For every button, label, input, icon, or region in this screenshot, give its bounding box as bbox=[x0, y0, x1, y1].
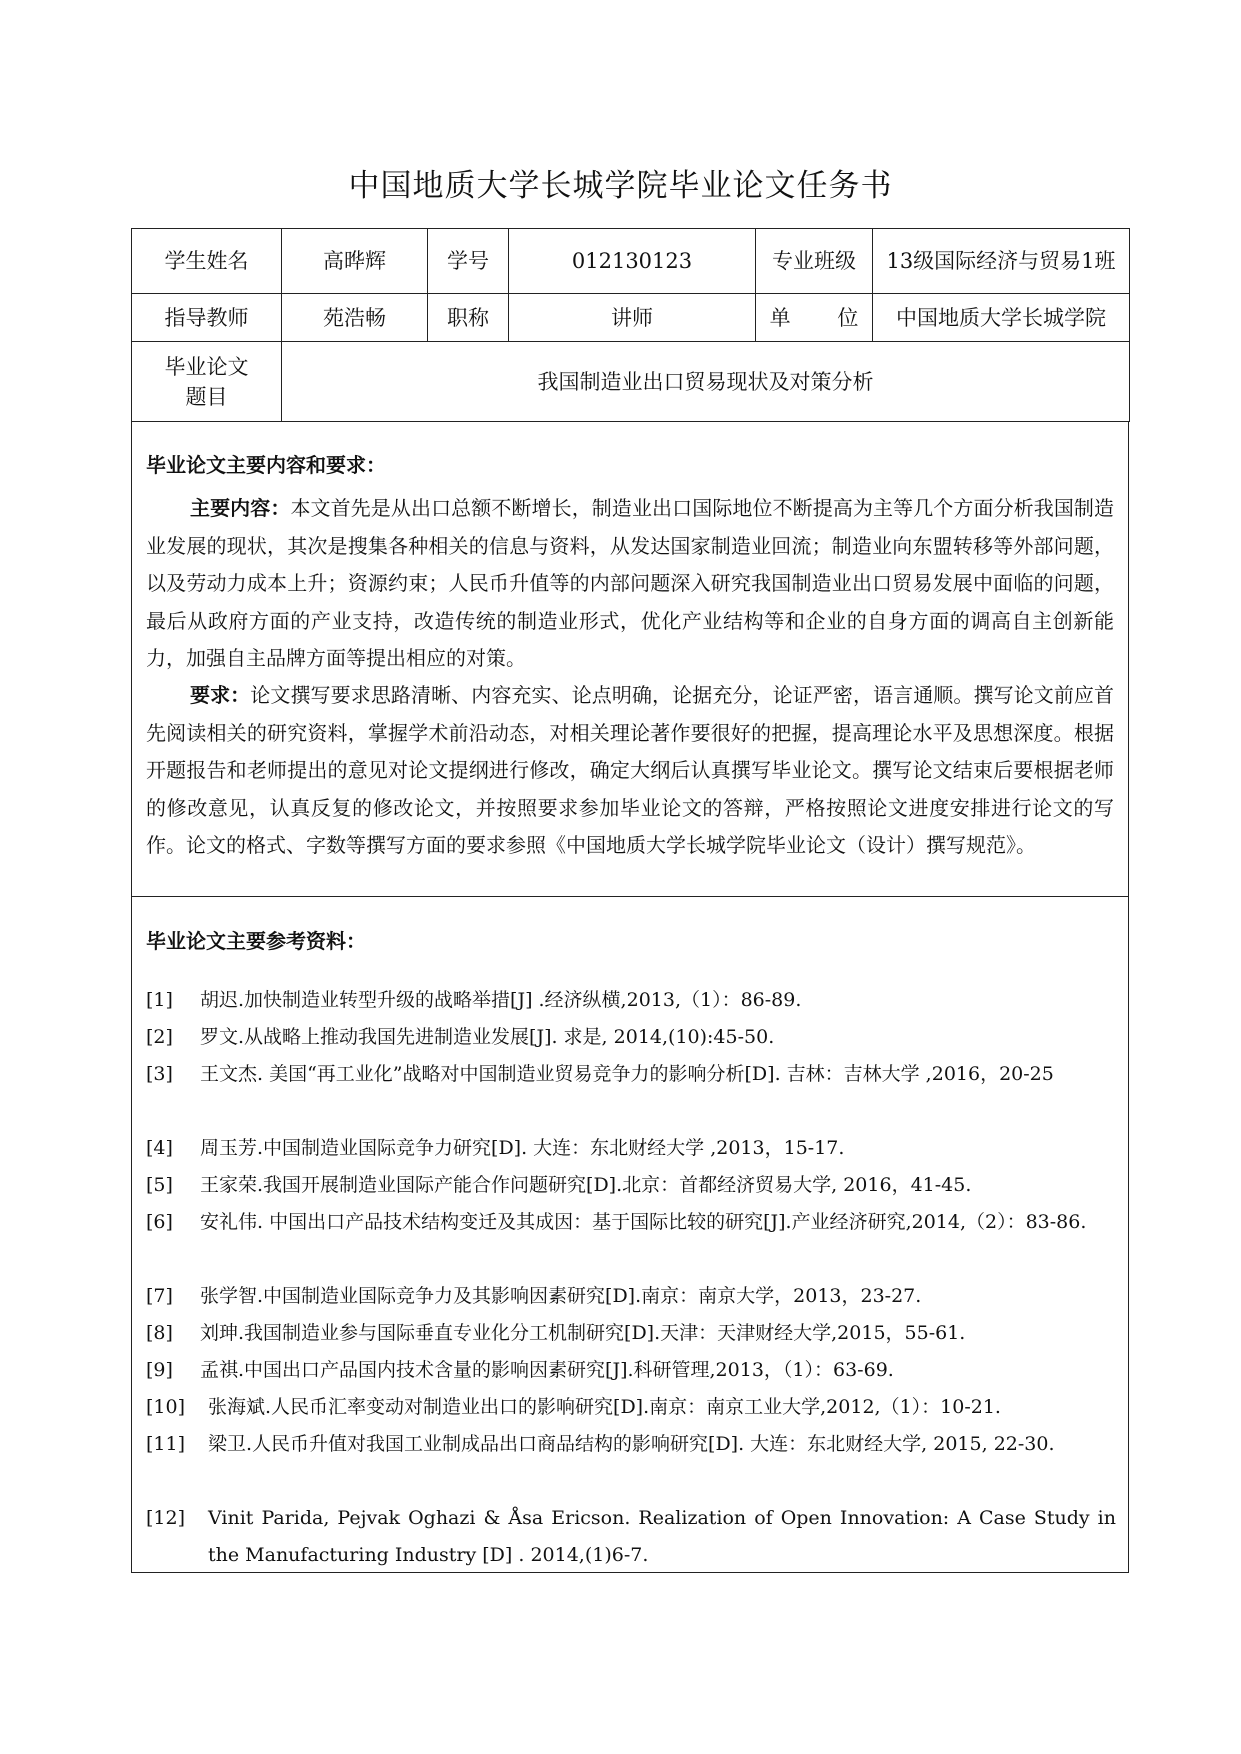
requirements-paragraph bbox=[146, 677, 1114, 865]
reference-item bbox=[146, 1500, 1116, 1574]
topic-label: 毕业论文题目 bbox=[132, 342, 282, 422]
reference-number: [7] bbox=[146, 1285, 173, 1307]
student-id: 012130123 bbox=[509, 229, 756, 294]
reference-text: 安礼伟. 中国出口产品技术结构变迁及其成因：基于国际比较的研究[J].产业经济研究,2014,（2）：83-86. bbox=[200, 1211, 1087, 1233]
unit-label: 单 位 bbox=[756, 294, 873, 342]
reference-number: [10] bbox=[146, 1396, 186, 1418]
student-name-label: 学生姓名 bbox=[132, 229, 282, 294]
content-heading: 毕业论文主要内容和要求： bbox=[146, 453, 386, 477]
topic-value: 我国制造业出口贸易现状及对策分析 bbox=[282, 342, 1130, 422]
rank-value: 讲师 bbox=[509, 294, 756, 342]
requirements-text: 论文撰写要求思路清晰、内容充实、论点明确，论据充分，论证严密，语言通顺。撰写论文前应首先阅读相关的研究资料，掌握学术前沿动态，对相关理论著作要很好的把握，提高理论水平及思想深度。根据开题报告和老师提出的意见对论文提纲进行修改，确定大纲后认真撰写毕业论文。撰写论文结束后要根据老师的修改意见，认真反复的修改论文，并按照要求参加毕业论文的答辩，严格按照论文进度安排进行论文的写作。论文的格式、字数等撰写方面的要求参照《中国地质大学长城学院毕业论文（设计）撰写规范》。 bbox=[146, 683, 1115, 858]
reference-text: 王家荣.我国开展制造业国际产能合作问题研究[D].北京：首都经济贸易大学, 2016，41-45. bbox=[200, 1174, 972, 1196]
reference-text: 孟祺.中国出口产品国内技术含量的影响因素研究[J].科研管理,2013，（1）：63-69. bbox=[200, 1359, 894, 1381]
reference-item bbox=[146, 1352, 1116, 1389]
reference-number: [1] bbox=[146, 989, 173, 1011]
reference-number: [9] bbox=[146, 1359, 173, 1381]
advisor-label: 指导教师 bbox=[132, 294, 282, 342]
reference-number: [12] bbox=[146, 1507, 186, 1529]
reference-text: 梁卫.人民币升值对我国工业制成品出口商品结构的影响研究[D]. 大连：东北财经大学, 2015, 22-30. bbox=[208, 1433, 1055, 1455]
main-content-text: 本文首先是从出口总额不断增长，制造业出口国际地位不断提高为主等几个方面分析我国制造业发展的现状，其次是搜集各种相关的信息与资料，从发达国家制造业回流；制造业向东盟转移等外部问题，以及劳动力成本上升；资源约束；人民币升值等的内部问题深入研究我国制造业出口贸易发展中面临的问题，最后从政府方面的产业支持，改造传统的制造业形式，优化产业结构等和企业的自身方面的调高自主创新能力，加强自主品牌方面等提出相应的对策。 bbox=[146, 496, 1115, 671]
requirements-label: 要求： bbox=[190, 683, 251, 707]
references-section bbox=[131, 897, 1129, 1573]
reference-item bbox=[146, 1426, 1116, 1463]
reference-text: 周玉芳.中国制造业国际竞争力研究[D]. 大连：东北财经大学 ,2013，15-17. bbox=[200, 1137, 845, 1159]
page-title: 中国地质大学长城学院毕业论文任务书 bbox=[348, 168, 893, 204]
references-heading: 毕业论文主要参考资料： bbox=[146, 929, 366, 953]
class-label: 专业班级 bbox=[756, 229, 873, 294]
reference-item bbox=[146, 1389, 1116, 1426]
reference-item bbox=[146, 1167, 1116, 1204]
reference-item bbox=[146, 1019, 1116, 1056]
reference-number: [5] bbox=[146, 1174, 173, 1196]
reference-item bbox=[146, 1278, 1116, 1315]
reference-text: Vinit Parida, Pejvak Oghazi & Åsa Ericson. Realization of Open Innovation: A Case Study in the Manufacturing Industry [D] . 2014,(1)6-7. bbox=[208, 1507, 1116, 1566]
reference-number: [11] bbox=[146, 1433, 186, 1455]
info-table bbox=[131, 228, 1130, 422]
reference-item bbox=[146, 982, 1116, 1019]
reference-number: [2] bbox=[146, 1026, 173, 1048]
reference-text: 罗文.从战略上推动我国先进制造业发展[J]. 求是, 2014,(10):45-50. bbox=[200, 1026, 775, 1048]
reference-text: 胡迟.加快制造业转型升级的战略举措[J] .经济纵横,2013,（1）：86-89. bbox=[200, 989, 802, 1011]
student-id-label: 学号 bbox=[428, 229, 509, 294]
content-section bbox=[131, 421, 1129, 897]
reference-text: 王文杰. 美国“再工业化”战略对中国制造业贸易竞争力的影响分析[D]. 吉林：吉林大学 ,2016，20-25 bbox=[200, 1063, 1054, 1085]
student-name: 高晔辉 bbox=[282, 229, 428, 294]
reference-text: 刘珅.我国制造业参与国际垂直专业化分工机制研究[D].天津：天津财经大学,2015，55-61. bbox=[200, 1322, 966, 1344]
reference-item bbox=[146, 1056, 1116, 1093]
reference-number: [8] bbox=[146, 1322, 173, 1344]
reference-number: [3] bbox=[146, 1063, 173, 1085]
reference-item bbox=[146, 1130, 1116, 1167]
main-content-paragraph bbox=[146, 490, 1114, 678]
reference-item bbox=[146, 1204, 1116, 1241]
reference-text: 张海斌.人民币汇率变动对制造业出口的影响研究[D].南京：南京工业大学,2012,（1）：10-21. bbox=[208, 1396, 1001, 1418]
unit-value: 中国地质大学长城学院 bbox=[873, 294, 1130, 342]
reference-text: 张学智.中国制造业国际竞争力及其影响因素研究[D].南京：南京大学，2013，23-27. bbox=[200, 1285, 922, 1307]
reference-item bbox=[146, 1315, 1116, 1352]
class-value: 13级国际经济与贸易1班 bbox=[873, 229, 1130, 294]
reference-number: [4] bbox=[146, 1137, 173, 1159]
reference-number: [6] bbox=[146, 1211, 173, 1233]
advisor-name: 苑浩畅 bbox=[282, 294, 428, 342]
rank-label: 职称 bbox=[428, 294, 509, 342]
main-content-label: 主要内容： bbox=[190, 496, 291, 520]
